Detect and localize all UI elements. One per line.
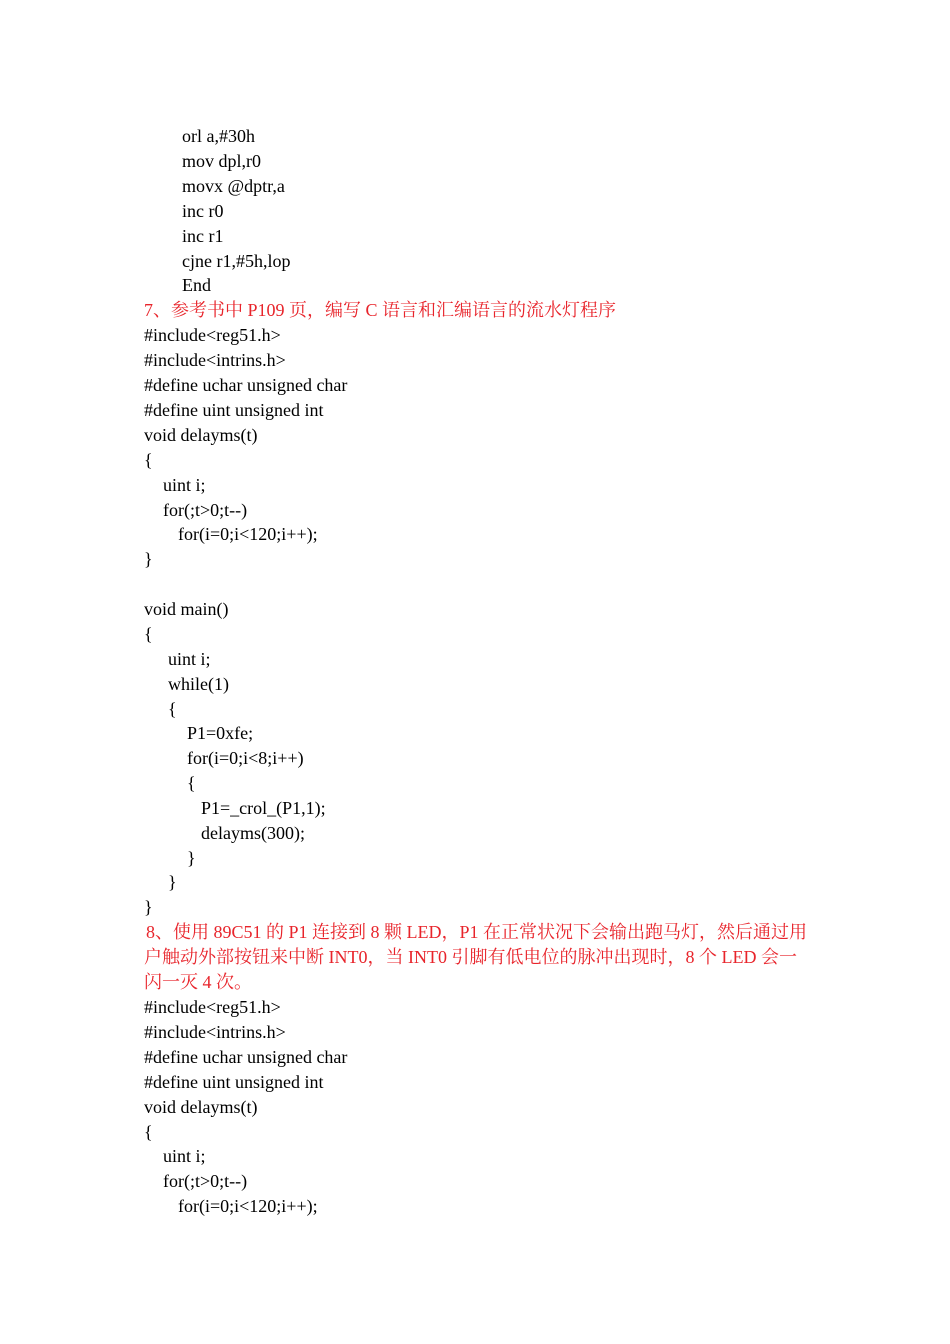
- code-line: #define uchar unsigned char: [144, 375, 348, 395]
- code-line: uint i;: [163, 1146, 206, 1166]
- code-line: #define uint unsigned int: [144, 1072, 324, 1092]
- question-8-heading-line: 户触动外部按钮来中断 INT0，当 INT0 引脚有低电位的脉冲出现时，8 个 LED 会一: [144, 947, 797, 967]
- code-line: P1=_crol_(P1,1);: [201, 798, 326, 818]
- code-line: void main(): [144, 599, 229, 619]
- code-line: #include<reg51.h>: [144, 997, 281, 1017]
- code-line: #define uchar unsigned char: [144, 1047, 348, 1067]
- code-line: void delayms(t): [144, 1097, 258, 1117]
- code-line: {: [144, 450, 153, 470]
- code-line: delayms(300);: [201, 823, 305, 843]
- question-8-heading-line: 闪一灭 4 次。: [144, 972, 252, 992]
- code-line: for(i=0;i<120;i++);: [178, 1196, 318, 1216]
- asm-line: inc r0: [182, 201, 224, 221]
- code-line: }: [144, 549, 153, 569]
- asm-line: orl a,#30h: [182, 126, 255, 146]
- code-line: for(;t>0;t--): [163, 500, 248, 520]
- question-8-heading-line: 8、使用 89C51 的 P1 连接到 8 颗 LED，P1 在正常状况下会输出跑马灯，然后通过用: [146, 922, 808, 942]
- asm-line: mov dpl,r0: [182, 151, 261, 171]
- asm-line: cjne r1,#5h,lop: [182, 251, 291, 271]
- code-line: {: [144, 1122, 153, 1142]
- code-line: for(i=0;i<8;i++): [187, 748, 304, 768]
- code-line: for(i=0;i<120;i++);: [178, 524, 318, 544]
- code-line: uint i;: [168, 649, 211, 669]
- code-line: #include<reg51.h>: [144, 325, 281, 345]
- code-line: for(;t>0;t--): [163, 1171, 248, 1191]
- code-line: {: [144, 624, 153, 644]
- code-line: #define uint unsigned int: [144, 400, 324, 420]
- code-line: {: [187, 773, 196, 793]
- code-line: }: [144, 897, 153, 917]
- code-line: #include<intrins.h>: [144, 1022, 286, 1042]
- code-line: }: [168, 872, 177, 892]
- code-line: #include<intrins.h>: [144, 350, 286, 370]
- code-line: }: [187, 848, 196, 868]
- question-7-heading: 7、参考书中 P109 页，编写 C 语言和汇编语言的流水灯程序: [144, 300, 617, 320]
- code-line: uint i;: [163, 475, 206, 495]
- code-line: while(1): [168, 674, 229, 694]
- code-line: {: [168, 699, 177, 719]
- code-line: void delayms(t): [144, 425, 258, 445]
- asm-line: inc r1: [182, 226, 224, 246]
- code-line: P1=0xfe;: [187, 723, 254, 743]
- asm-line: movx @dptr,a: [182, 176, 285, 196]
- asm-line: End: [182, 275, 211, 295]
